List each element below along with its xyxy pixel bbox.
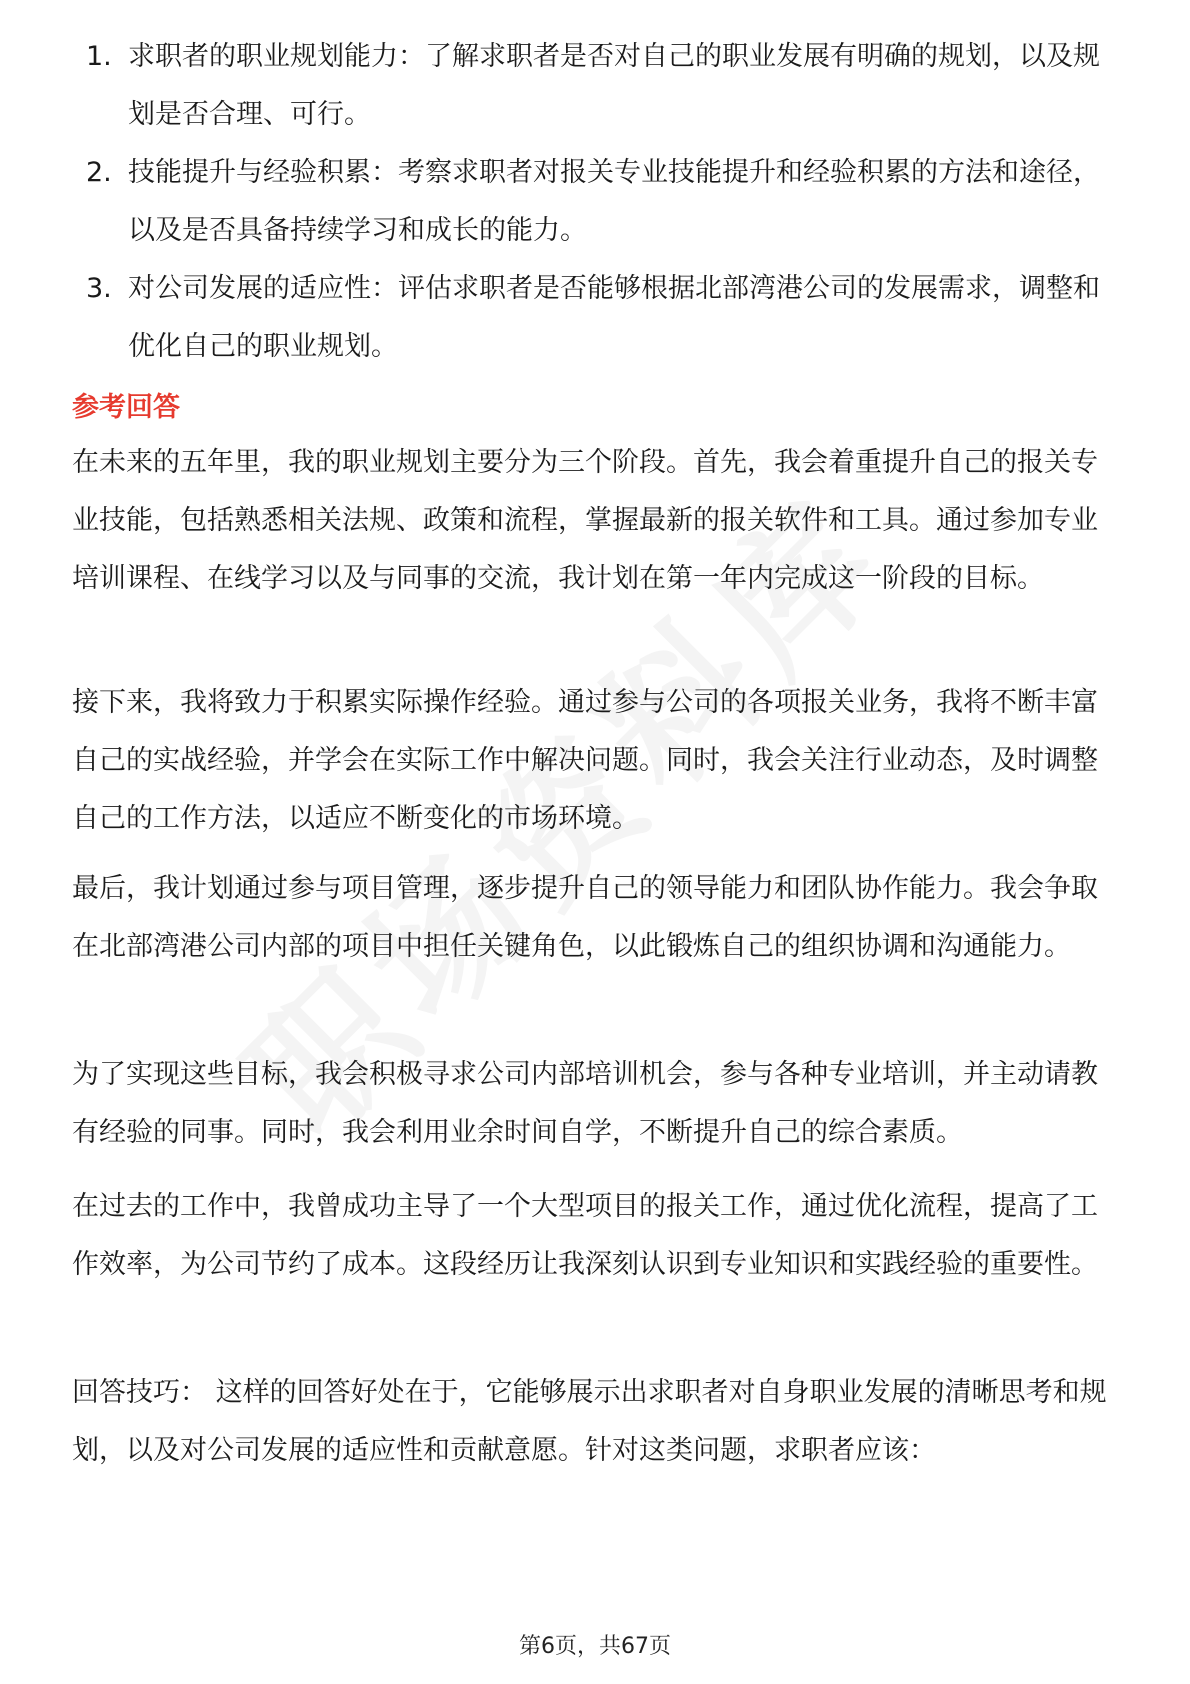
list-item-number: 1. bbox=[86, 41, 112, 72]
paragraph: 在过去的工作中，我曾成功主导了一个大型项目的报关工作，通过优化流程，提高了工作效率，为公司节约了成本。这段经历让我深刻认识到专业知识和实践经验的重要性。 bbox=[72, 1191, 1098, 1280]
evaluation-points-list bbox=[72, 28, 1122, 376]
paragraph: 回答技巧： 这样的回答好处在于，它能够展示出求职者对自身职业发展的清晰思考和规划，以及对公司发展的适应性和贡献意愿。针对这类问题，求职者应该： bbox=[72, 1377, 1107, 1466]
list-item-text: 技能提升与经验积累：考察求职者对报关专业技能提升和经验积累的方法和途径，以及是否具备持续学习和成长的能力。 bbox=[128, 157, 1100, 246]
list-item-text: 求职者的职业规划能力：了解求职者是否对自己的职业发展有明确的规划，以及规划是否合理、可行。 bbox=[128, 41, 1100, 130]
list-item-text: 对公司发展的适应性：评估求职者是否能够根据北部湾港公司的发展需求，调整和优化自己的职业规划。 bbox=[128, 273, 1100, 362]
paragraph: 为了实现这些目标，我会积极寻求公司内部培训机会，参与各种专业培训，并主动请教有经验的同事。同时，我会利用业余时间自学，不断提升自己的综合素质。 bbox=[72, 1059, 1098, 1148]
list-item-number: 3. bbox=[86, 273, 112, 304]
paragraph: 在未来的五年里，我的职业规划主要分为三个阶段。首先，我会着重提升自己的报关专业技能，包括熟悉相关法规、政策和流程，掌握最新的报关软件和工具。通过参加专业培训课程、在线学习以及与同事的交流，我计划在第一年内完成这一阶段的目标。 bbox=[72, 447, 1098, 594]
list-item-number: 2. bbox=[86, 157, 112, 188]
list-item bbox=[72, 144, 1122, 260]
list-item bbox=[72, 260, 1122, 376]
list-item bbox=[72, 28, 1122, 144]
section-heading: 参考回答 bbox=[72, 392, 180, 423]
page-number: 第6页，共67页 bbox=[519, 1634, 671, 1659]
paragraph: 接下来，我将致力于积累实际操作经验。通过参与公司的各项报关业务，我将不断丰富自己的实战经验，并学会在实际工作中解决问题。同时，我会关注行业动态，及时调整自己的工作方法，以适应不断变化的市场环境。 bbox=[72, 687, 1098, 834]
paragraph: 最后，我计划通过参与项目管理，逐步提升自己的领导能力和团队协作能力。我会争取在北部湾港公司内部的项目中担任关键角色，以此锻炼自己的组织协调和沟通能力。 bbox=[72, 873, 1098, 962]
